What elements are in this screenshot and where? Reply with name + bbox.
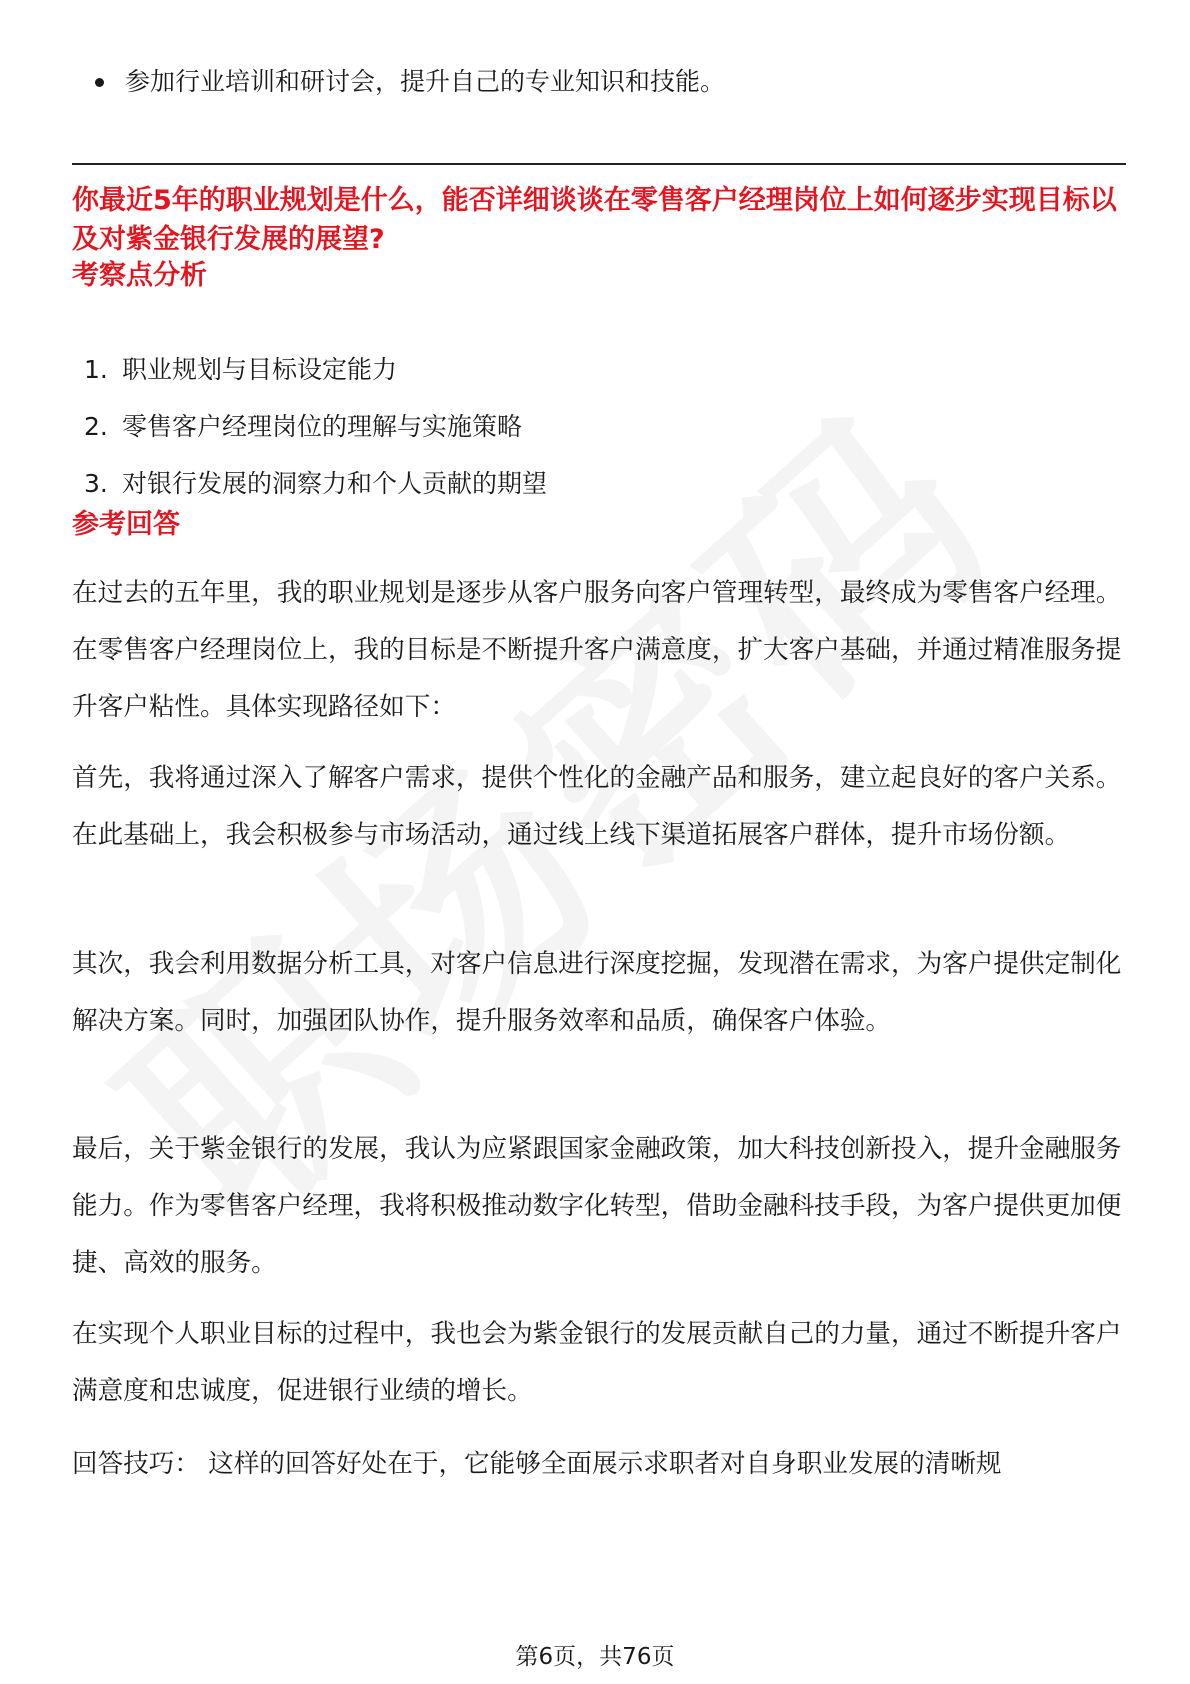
answer-paragraph: 在过去的五年里，我的职业规划是逐步从客户服务向客户管理转型，最终成为零售客户经理。在零售客户经理岗位上，我的目标是不断提升客户满意度，扩大客户基础，并通过精准服务提升客户粘性。具体实现路径如下：	[72, 578, 1122, 722]
list-text: 对银行发展的洞察力和个人贡献的期望	[122, 469, 548, 498]
bullet-text: 参加行业培训和研讨会，提升自己的专业知识和技能。	[125, 67, 726, 96]
list-item	[72, 350, 1112, 407]
list-number: 2.	[84, 412, 108, 441]
page-number: 第6页，共76页	[515, 1644, 675, 1670]
question-heading: 你最近5年的职业规划是什么，能否详细谈谈在零售客户经理岗位上如何逐步实现目标以及对紫金银行发展的展望?	[72, 185, 1117, 255]
answer-paragraph: 首先，我将通过深入了解客户需求，提供个性化的金融产品和服务，建立起良好的客户关系。在此基础上，我会积极参与市场活动，通过线上线下渠道拓展客户群体，提升市场份额。	[72, 763, 1122, 850]
analysis-list	[72, 350, 1112, 521]
section-divider	[72, 163, 1126, 165]
list-item	[72, 464, 1112, 521]
answer-paragraph: 最后，关于紫金银行的发展，我认为应紧跟国家金融政策，加大科技创新投入，提升金融服务能力。作为零售客户经理，我将积极推动数字化转型，借助金融科技手段，为客户提供更加便捷、高效的服务。	[72, 1134, 1122, 1278]
list-number: 1.	[84, 355, 108, 384]
list-item	[72, 407, 1112, 464]
list-number: 3.	[84, 469, 108, 498]
answer-tip: 回答技巧： 这样的回答好处在于，它能够全面展示求职者对自身职业发展的清晰规	[72, 1449, 1002, 1479]
answer-paragraph: 在实现个人职业目标的过程中，我也会为紫金银行的发展贡献自己的力量，通过不断提升客户满意度和忠诚度，促进银行业绩的增长。	[72, 1319, 1122, 1406]
list-text: 零售客户经理岗位的理解与实施策略	[122, 412, 523, 441]
answer-paragraph: 其次，我会利用数据分析工具，对客户信息进行深度挖掘，发现潜在需求，为客户提供定制化解决方案。同时，加强团队协作，提升服务效率和品质，确保客户体验。	[72, 949, 1122, 1036]
list-text: 职业规划与目标设定能力	[122, 355, 398, 384]
analysis-heading: 考察点分析	[72, 260, 207, 291]
bullet-dot-icon	[95, 78, 104, 87]
answer-heading: 参考回答	[72, 509, 180, 540]
